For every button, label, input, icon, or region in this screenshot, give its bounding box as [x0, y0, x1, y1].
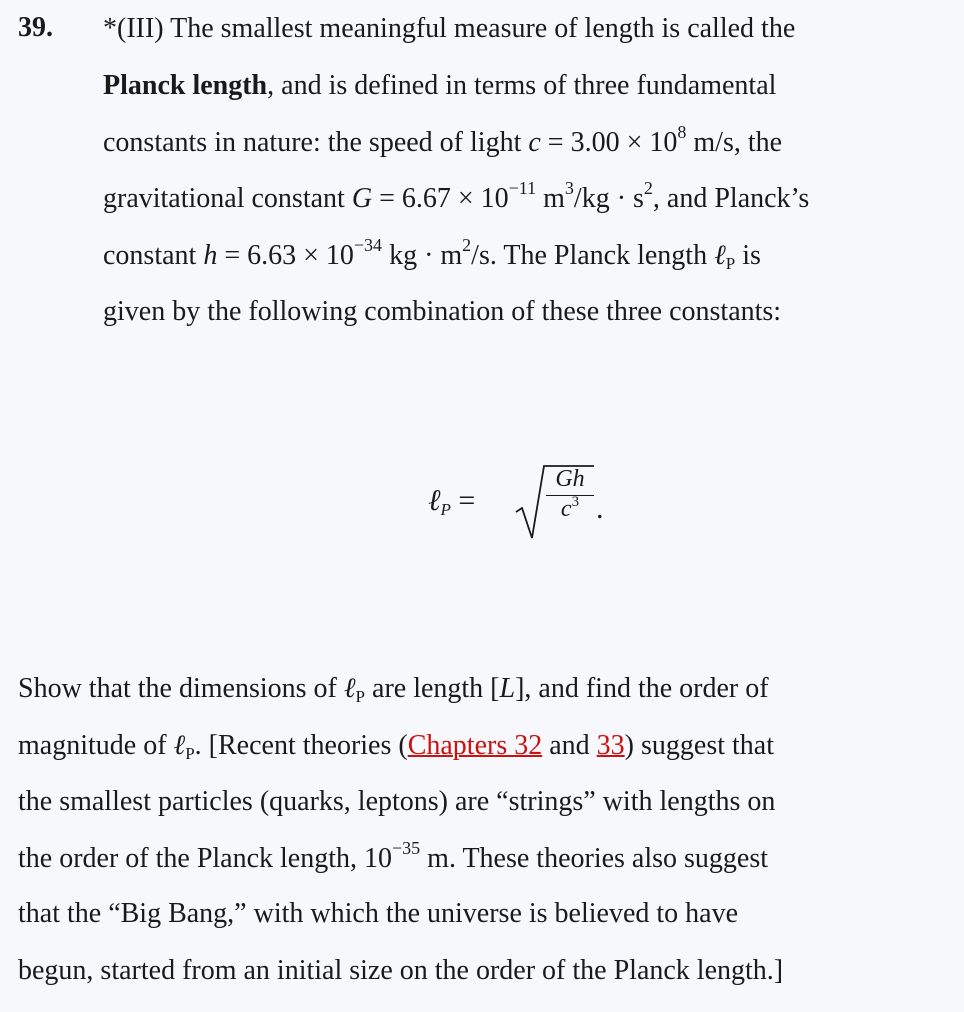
- text-segment: = 3.00 × 10: [540, 127, 678, 158]
- text-line: [103, 69, 776, 103]
- text-segment: Show that the dimensions of: [18, 673, 344, 704]
- formula-lhs: ℓ: [428, 484, 441, 517]
- text-line: [103, 235, 761, 273]
- fraction: [546, 466, 594, 523]
- text-segment: begun, started from an initial size on the order of the Planck length.]: [18, 955, 784, 986]
- text-segment: are length [: [365, 673, 500, 704]
- text-segment: 8: [677, 122, 687, 142]
- text-segment: = 6.63 × 10: [217, 240, 354, 271]
- numerator: Gh: [546, 466, 594, 496]
- text-segment: ], and find the order of: [515, 673, 769, 704]
- text-segment: given by the following combination of these three constants:: [103, 296, 782, 327]
- formula-period: .: [596, 492, 604, 525]
- text-segment: kg · m: [382, 240, 463, 271]
- text-segment: the smallest particles (quarks, leptons) are “strings” with lengths on: [18, 786, 776, 817]
- text-segment: = 6.67 × 10: [372, 183, 509, 214]
- text-segment: magnitude of: [18, 730, 174, 761]
- text-segment: 2: [462, 235, 472, 255]
- text-line: [18, 838, 769, 876]
- text-segment: P: [725, 254, 736, 273]
- text-segment: c: [528, 127, 541, 158]
- text-segment: m. These theories also suggest: [420, 843, 769, 874]
- chapter-link[interactable]: Chapters 32: [407, 730, 543, 761]
- text-line: [18, 954, 783, 988]
- text-segment: −11: [508, 178, 537, 198]
- text-segment: L: [499, 673, 516, 704]
- text-segment: G: [351, 183, 373, 214]
- text-segment: m/s, the: [686, 127, 783, 158]
- text-segment: constants in nature: the speed of light: [103, 127, 529, 158]
- text-segment: m: [536, 183, 565, 214]
- text-segment: and: [542, 730, 597, 761]
- text-segment: . [Recent theories (: [194, 730, 408, 761]
- text-segment: −34: [353, 235, 383, 255]
- text-line: [103, 178, 810, 216]
- text-segment: , and Planck’s: [652, 183, 810, 214]
- text-segment: ℓ: [343, 673, 356, 704]
- text-line: [18, 897, 738, 931]
- denominator-exponent: 3: [571, 494, 580, 510]
- text-segment: is: [735, 240, 761, 271]
- text-segment: P: [185, 744, 195, 763]
- text-line: [103, 12, 795, 46]
- text-segment: −35: [392, 838, 421, 858]
- text-segment: ) suggest that: [624, 730, 774, 761]
- text-segment: , and is defined in terms of three fundamental: [267, 70, 777, 101]
- text-segment: ℓ: [714, 240, 726, 271]
- text-segment: ℓ: [173, 730, 186, 761]
- text-segment: /s. The Planck length: [471, 240, 715, 271]
- text-segment: /kg · s: [573, 183, 644, 214]
- chapter-link[interactable]: 33: [596, 730, 625, 761]
- text-segment: h: [203, 240, 218, 271]
- text-segment: P: [355, 687, 366, 706]
- text-segment: the order of the Planck length, 10: [18, 843, 393, 874]
- text-line: [103, 295, 781, 329]
- formula-lhs-sub: P: [440, 500, 451, 519]
- text-line: [18, 729, 774, 763]
- problem-number: 39.: [18, 12, 53, 43]
- text-segment: that the “Big Bang,” with which the universe is believed to have: [18, 898, 739, 929]
- text-line: [18, 672, 769, 706]
- text-segment: *(III) The smallest meaningful measure of length is called the: [103, 13, 796, 44]
- text-segment: 2: [643, 178, 653, 198]
- text-line: [103, 122, 783, 160]
- text-segment: Planck length: [103, 70, 268, 101]
- text-segment: 3: [564, 178, 574, 198]
- text-line: [18, 785, 775, 819]
- text-segment: gravitational constant: [103, 183, 352, 214]
- text-segment: constant: [103, 240, 204, 271]
- denominator: c: [560, 496, 572, 522]
- formula-equals: =: [450, 484, 476, 517]
